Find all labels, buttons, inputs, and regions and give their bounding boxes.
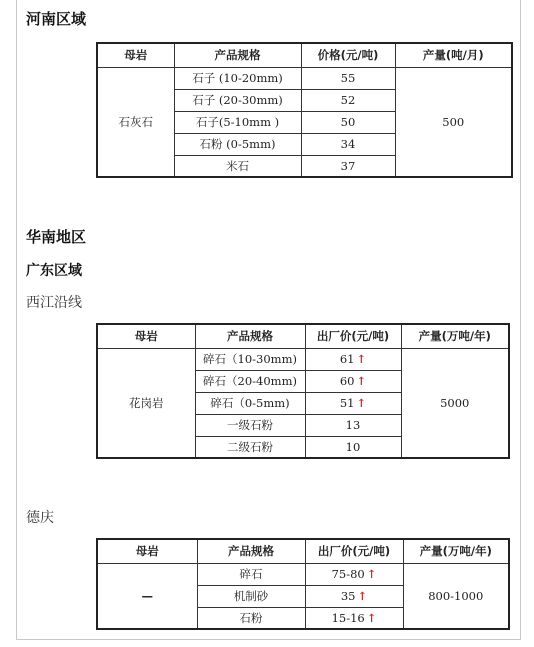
header-output: 产量(万吨/年): [401, 324, 509, 348]
price-value: 60: [339, 374, 355, 388]
price-value: 35: [340, 589, 356, 603]
price-cell: 52: [301, 89, 395, 111]
xijiang-price-table: [96, 323, 510, 459]
arrow-up-icon: ↑: [366, 567, 377, 581]
table-header-row: [97, 539, 509, 563]
heading-xijiang: 西江沿线: [26, 295, 82, 311]
spec-cell: 碎石: [197, 563, 305, 585]
header-rock: 母岩: [97, 43, 174, 67]
header-spec: 产品规格: [195, 324, 305, 348]
price-cell: 34: [301, 133, 395, 155]
header-price: 价格(元/吨): [301, 43, 395, 67]
table-header-row: [97, 324, 509, 348]
header-price: 出厂价(元/吨): [305, 539, 403, 563]
heading-guangdong: 广东区域: [26, 263, 82, 279]
henan-price-table: [96, 42, 513, 178]
output-cell: 5000: [401, 348, 509, 458]
price-cell: 10: [305, 436, 401, 458]
header-output: 产量(吨/月): [395, 43, 512, 67]
header-spec: 产品规格: [197, 539, 305, 563]
price-cell: 13: [305, 414, 401, 436]
spec-cell: 石粉 (0-5mm): [174, 133, 301, 155]
arrow-up-icon: ↑: [366, 610, 377, 625]
price-cell: [305, 563, 403, 585]
price-cell: [305, 585, 403, 607]
output-cell: 800-1000: [403, 563, 509, 629]
arrow-up-icon: ↑: [356, 374, 367, 388]
spec-cell: 机制砂: [197, 585, 305, 607]
heading-henan: 河南区域: [26, 10, 87, 28]
spec-cell: 一级石粉: [195, 414, 305, 436]
arrow-up-icon: ↑: [356, 396, 367, 410]
spec-cell: 石子 (20-30mm): [174, 89, 301, 111]
price-cell: [305, 607, 403, 629]
price-value: 51: [339, 396, 355, 410]
arrow-up-icon: ↑: [357, 589, 368, 603]
table-row: [97, 348, 509, 370]
output-cell: 500: [395, 67, 512, 177]
spec-cell: 石子 (10-20mm): [174, 67, 301, 89]
price-value: 15-16: [331, 610, 365, 625]
price-cell: 55: [301, 67, 395, 89]
price-cell: [305, 348, 401, 370]
table-row: [97, 563, 509, 585]
heading-huanan: 华南地区: [26, 228, 87, 246]
price-cell: 37: [301, 155, 395, 177]
price-value: 75-80: [331, 567, 365, 581]
header-spec: 产品规格: [174, 43, 301, 67]
rock-cell: 石灰石: [97, 67, 174, 177]
header-price: 出厂价(元/吨): [305, 324, 401, 348]
price-cell: [305, 392, 401, 414]
header-rock: 母岩: [97, 324, 195, 348]
price-cell: 50: [301, 111, 395, 133]
spec-cell: 米石: [174, 155, 301, 177]
spec-cell: 石子(5-10mm ): [174, 111, 301, 133]
header-rock: 母岩: [97, 539, 197, 563]
rock-cell: —: [97, 563, 197, 629]
deqing-price-table: [96, 538, 510, 630]
arrow-up-icon: ↑: [356, 352, 367, 366]
spec-cell: 碎石（10-30mm): [195, 348, 305, 370]
table-row: [97, 67, 512, 89]
heading-deqing: 德庆: [26, 510, 54, 526]
spec-cell: 石粉: [197, 607, 305, 629]
price-cell: [305, 370, 401, 392]
spec-cell: 碎石（0-5mm): [195, 392, 305, 414]
price-value: 61: [339, 352, 355, 366]
header-output: 产量(万吨/年): [403, 539, 509, 563]
spec-cell: 二级石粉: [195, 436, 305, 458]
table-header-row: [97, 43, 512, 67]
spec-cell: 碎石（20-40mm): [195, 370, 305, 392]
rock-cell: 花岗岩: [97, 348, 195, 458]
